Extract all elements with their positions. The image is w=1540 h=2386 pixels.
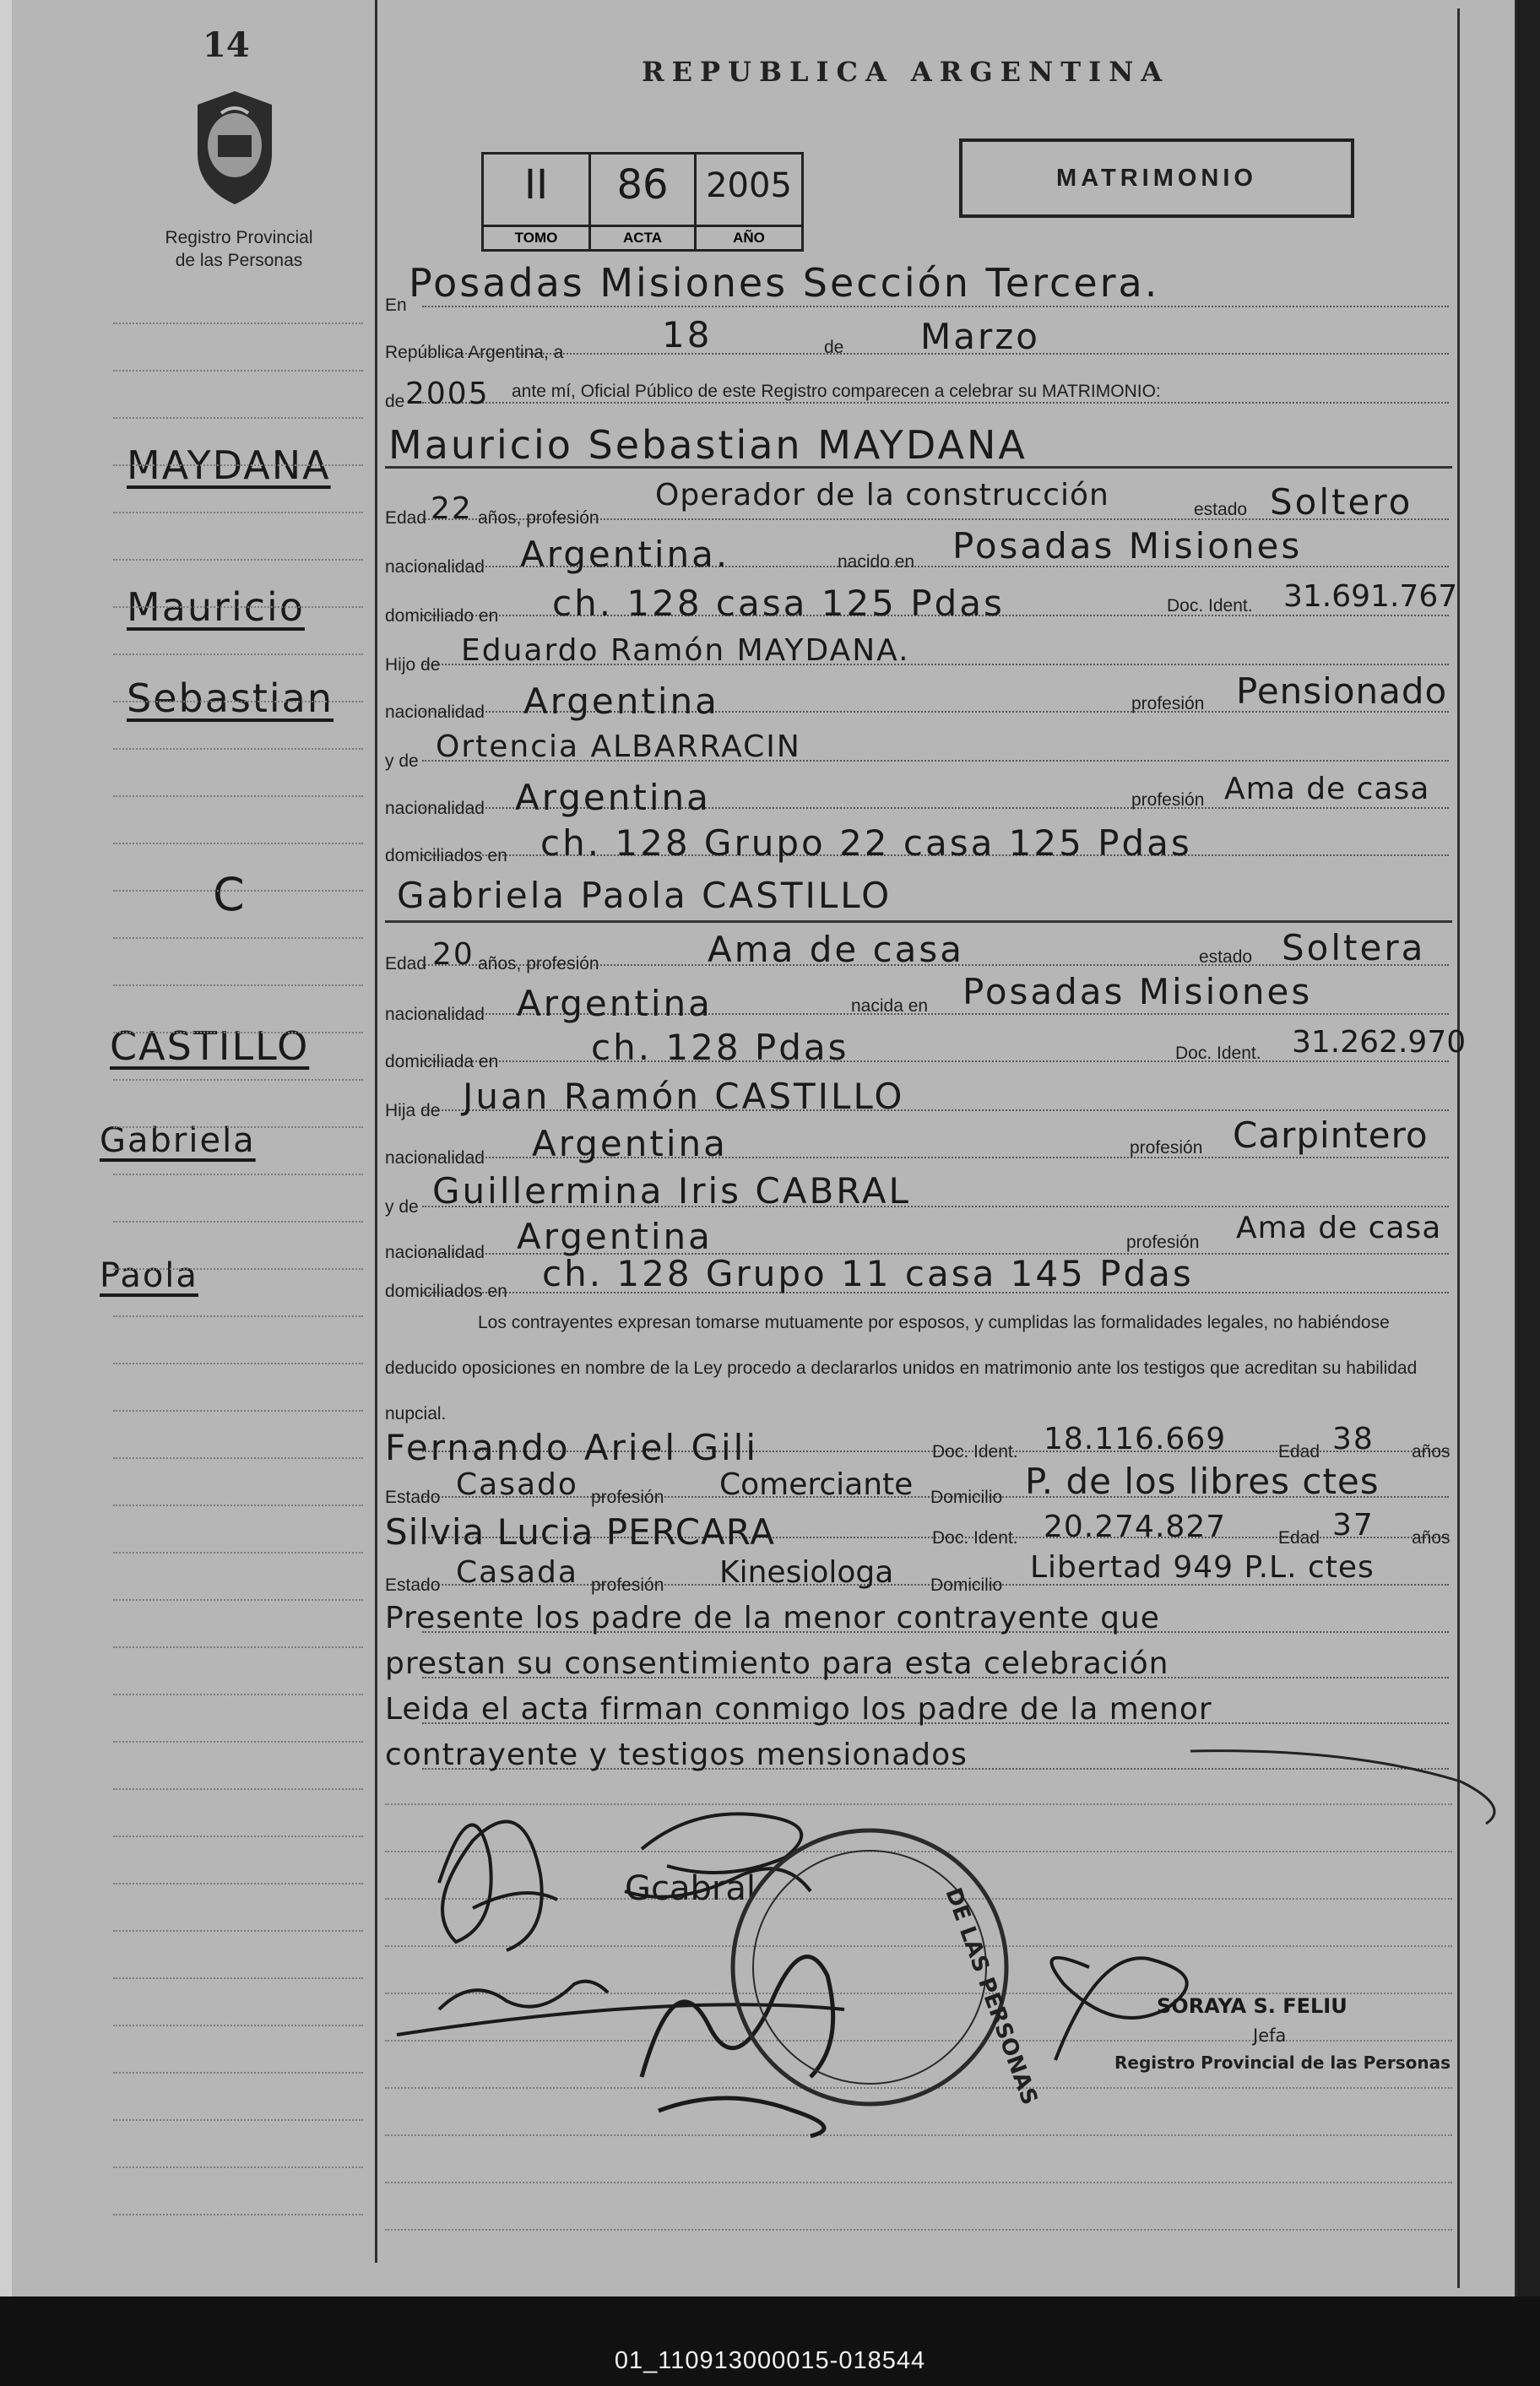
bride-edad: 20 xyxy=(432,937,474,972)
witness2-estado-label: Estado xyxy=(385,1575,441,1595)
groom-padre-nac-label: nacionalidad xyxy=(385,702,485,722)
bride-padre-nac: Argentina xyxy=(532,1123,728,1164)
acta-label: ACTA xyxy=(591,225,694,249)
bride-nacida-label: nacida en xyxy=(851,996,929,1016)
bride-profesion: Ama de casa xyxy=(708,929,965,970)
bride-padres-dom: ch. 128 Grupo 11 casa 145 Pdas xyxy=(542,1253,1194,1294)
registry-line-2: de las Personas xyxy=(175,251,303,270)
witness2-anos-label: años xyxy=(1412,1528,1451,1548)
handwritten-word: Gcabral xyxy=(625,1869,756,1908)
groom-estado: Soltero xyxy=(1270,481,1413,523)
witness1-doc: 18.116.669 xyxy=(1044,1422,1227,1456)
bride-estado: Soltera xyxy=(1282,927,1426,968)
bride-madre-nac: Argentina xyxy=(517,1216,713,1257)
groom-profesion-label: años, profesión xyxy=(478,508,599,528)
en-label: En xyxy=(385,296,407,315)
seal-text: DE LAS PERSONAS xyxy=(940,1884,1043,2109)
witness1-profesion-label: profesión xyxy=(591,1488,664,1507)
bride-madre-prof-label: profesión xyxy=(1126,1233,1200,1252)
bride-domicilio: ch. 128 Pdas xyxy=(591,1027,849,1068)
witness2-domicilio-label: Domicilio xyxy=(930,1575,1003,1595)
official-title: Jefa xyxy=(1253,2025,1287,2046)
groom-nacionalidad: Argentina. xyxy=(520,534,730,575)
groom-estado-label: estado xyxy=(1194,500,1248,519)
groom-y-de-label: y de xyxy=(385,751,419,771)
groom-domicilio: ch. 128 casa 125 Pdas xyxy=(552,583,1005,624)
month-value: Marzo xyxy=(920,316,1040,357)
bride-madre-nac-label: nacionalidad xyxy=(385,1243,485,1262)
year-value: 2005 xyxy=(405,377,490,411)
note-line-3: Leida el acta firman conmigo los padre de la menor xyxy=(385,1692,1212,1727)
bride-padre-nac-label: nacionalidad xyxy=(385,1148,485,1168)
page-number: 14 xyxy=(203,25,250,65)
witness1-anos-label: años xyxy=(1412,1442,1451,1461)
official-office: Registro Provincial de las Personas xyxy=(1114,2053,1451,2073)
groom-padre: Eduardo Ramón MAYDANA. xyxy=(461,633,910,668)
witness1-estado-label: Estado xyxy=(385,1488,441,1507)
note-line-4: contrayente y testigos mensionados xyxy=(385,1738,968,1772)
bride-doc-label: Doc. Ident. xyxy=(1175,1044,1261,1063)
bride-padre-prof: Carpintero xyxy=(1233,1114,1429,1156)
bride-padre-prof-label: profesión xyxy=(1130,1138,1203,1158)
intro-statement: ante mí, Oficial Público de este Registro comparecen a celebrar su MATRIMONIO: xyxy=(512,382,1161,401)
witness1-edad-label: Edad xyxy=(1278,1442,1320,1461)
groom-padre-prof-label: profesión xyxy=(1131,694,1205,713)
groom-edad: 22 xyxy=(431,491,473,526)
acta-value: 86 xyxy=(616,161,669,209)
official-name: SORAYA S. FELIU xyxy=(1157,1994,1348,2018)
bride-domicilio-label: domiciliada en xyxy=(385,1052,499,1071)
witness2-profesion-label: profesión xyxy=(591,1575,664,1595)
registry-seal xyxy=(733,1830,1006,2104)
bride-hija-label: Hija de xyxy=(385,1101,441,1120)
registry-line-1: Registro Provincial xyxy=(165,228,313,247)
witness1-edad: 38 xyxy=(1332,1422,1375,1456)
groom-padre-nac: Argentina xyxy=(523,681,719,722)
witness2-edad-label: Edad xyxy=(1278,1528,1320,1548)
bride-estado-label: estado xyxy=(1199,947,1253,967)
bride-nacionalidad-label: nacionalidad xyxy=(385,1005,485,1024)
witness1-domicilio: P. de los libres ctes xyxy=(1025,1461,1380,1502)
file-id: 01_110913000015-018544 xyxy=(614,2347,926,2374)
witness2-doc-label: Doc. Ident. xyxy=(932,1528,1018,1548)
witness2-domicilio: Libertad 949 P.L. ctes xyxy=(1030,1550,1375,1585)
bride-profesion-label: años, profesión xyxy=(478,954,599,973)
year-prefix-label: de xyxy=(385,392,405,411)
republica-label: República Argentina, a xyxy=(385,343,564,362)
groom-padres-dom-label: domiciliados en xyxy=(385,846,507,865)
tomo-value: II xyxy=(523,161,549,209)
place-value: Posadas Misiones Sección Tercera. xyxy=(409,260,1160,306)
groom-doc-label: Doc. Ident. xyxy=(1167,596,1253,615)
margin-groom-name1: Mauricio xyxy=(127,584,305,630)
witness2-estado: Casada xyxy=(456,1555,578,1590)
bride-padre: Juan Ramón CASTILLO xyxy=(463,1076,905,1117)
witness1-doc-label: Doc. Ident. xyxy=(932,1442,1018,1461)
groom-madre: Ortencia ALBARRACIN xyxy=(436,729,801,764)
bride-madre-prof: Ama de casa xyxy=(1236,1211,1442,1245)
groom-madre-prof: Ama de casa xyxy=(1224,772,1430,806)
groom-padre-prof: Pensionado xyxy=(1236,670,1448,712)
ano-label: AÑO xyxy=(697,225,801,249)
witness2-name: Silvia Lucia PERCARA xyxy=(385,1511,775,1553)
bride-padres-dom-label: domiciliados en xyxy=(385,1282,507,1301)
groom-madre-nac: Argentina xyxy=(515,777,711,818)
note-line-1: Presente los padre de la menor contrayente que xyxy=(385,1601,1160,1635)
margin-bride-name2: Paola xyxy=(100,1256,198,1295)
bride-y-de-label: y de xyxy=(385,1197,419,1217)
de-label: de xyxy=(824,338,844,357)
witness1-profesion: Comerciante xyxy=(719,1467,914,1502)
margin-bride-name1: Gabriela xyxy=(100,1121,256,1160)
margin-separator: C xyxy=(213,868,245,921)
bride-nacionalidad: Argentina xyxy=(517,983,713,1024)
margin-groom-surname: MAYDANA xyxy=(127,442,331,488)
witness2-profesion: Kinesiologa xyxy=(719,1555,894,1590)
day-value: 18 xyxy=(662,314,713,355)
margin-bride-surname: CASTILLO xyxy=(110,1023,310,1069)
margin-groom-name2: Sebastian xyxy=(127,675,334,721)
witness1-name: Fernando Ariel Gili xyxy=(385,1427,758,1468)
groom-madre-prof-label: profesión xyxy=(1131,790,1205,810)
groom-nacido: Posadas Misiones xyxy=(952,525,1303,567)
groom-nacido-label: nacido en xyxy=(838,552,915,572)
groom-madre-nac-label: nacionalidad xyxy=(385,799,485,818)
act-type-box: MATRIMONIO xyxy=(959,138,1354,218)
witness1-estado: Casado xyxy=(456,1467,578,1502)
note-line-2: prestan su consentimiento para esta celebración xyxy=(385,1646,1169,1681)
bride-doc: 31.262.970 xyxy=(1292,1025,1467,1060)
groom-domicilio-label: domiciliado en xyxy=(385,606,499,626)
bride-nacida: Posadas Misiones xyxy=(962,971,1313,1012)
groom-edad-label: Edad xyxy=(385,508,427,528)
bride-edad-label: Edad xyxy=(385,954,427,973)
groom-profesion: Operador de la construcción xyxy=(655,478,1109,512)
groom-hijo-label: Hijo de xyxy=(385,655,441,675)
groom-padres-dom: ch. 128 Grupo 22 casa 125 Pdas xyxy=(540,822,1192,864)
tomo-label: TOMO xyxy=(484,225,588,249)
witness2-doc: 20.274.827 xyxy=(1044,1510,1227,1544)
closing-paragraph: Los contrayentes expresan tomarse mutuamente por esposos, y cumplidas las formalidades legales, no habiéndose deducido oposiciones en nombre de la Ley procedo a declararlos unidos en matrimonio ante los testigos que acreditan su habilidad nupcial. xyxy=(385,1313,1418,1423)
signature-witness-2 xyxy=(642,1957,833,2137)
groom-doc: 31.691.767 xyxy=(1283,579,1458,614)
ano-value: 2005 xyxy=(706,166,792,205)
country-title: REPUBLICA ARGENTINA xyxy=(642,56,1170,88)
signature-parent-1 xyxy=(439,1822,557,1951)
closing-flourish xyxy=(1190,1751,1494,1824)
bride-full-name: Gabriela Paola CASTILLO xyxy=(397,875,892,916)
bride-madre: Guillermina Iris CABRAL xyxy=(432,1170,911,1212)
groom-full-name: Mauricio Sebastian MAYDANA xyxy=(388,422,1028,468)
witness1-domicilio-label: Domicilio xyxy=(930,1488,1003,1507)
groom-nacionalidad-label: nacionalidad xyxy=(385,557,485,577)
witness2-edad: 37 xyxy=(1332,1508,1375,1543)
